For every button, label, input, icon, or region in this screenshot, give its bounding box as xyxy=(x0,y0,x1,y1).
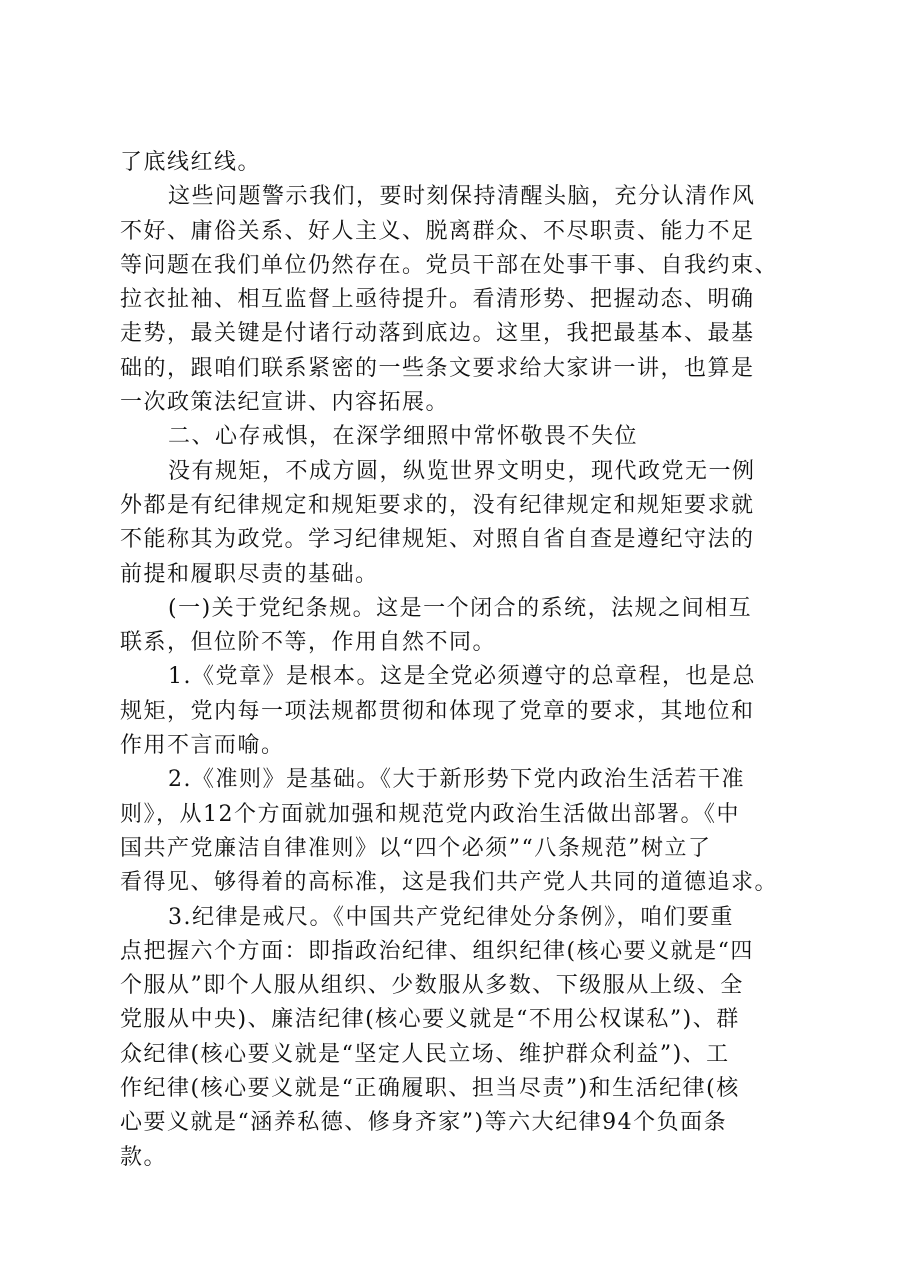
text-line: 础的，跟咱们联系紧密的一些条文要求给大家讲一讲，也算是 xyxy=(120,355,755,381)
text-line: 心要义就是“涵养私德、修身齐家”)等六大纪律94个负面条 xyxy=(120,1110,728,1136)
text-line: 点把握六个方面：即指政治纪律、组织纪律(核心要义就是“四 xyxy=(120,938,754,964)
text-line: 作用不言而喻。 xyxy=(120,733,285,759)
text-line: 这些问题警示我们，要时刻保持清醒头脑，充分认清作风 xyxy=(168,184,756,210)
text-line: 前提和履职尽责的基础。 xyxy=(120,561,379,587)
text-line: 3.纪律是戒尺。《中国共产党纪律处分条例》，咱们要重 xyxy=(168,904,734,930)
text-line: 一次政策法纪宣讲、内容拓展。 xyxy=(120,390,450,416)
text-line: 党服从中央)、廉洁纪律(核心要义就是“不用公权谋私”)、群 xyxy=(120,1007,740,1033)
text-line: 国共产党廉洁自律准则》以“四个必须”“八条规范”树立了 xyxy=(120,835,712,861)
text-line: 个服从”即个人服从组织、少数服从多数、下级服从上级、全 xyxy=(120,973,744,999)
text-line: 款。 xyxy=(120,1144,168,1170)
text-line: 1.《党章》是根本。这是全党必须遵守的总章程，也是总 xyxy=(168,664,756,690)
text-line: 外都是有纪律规定和规矩要求的，没有纪律规定和规矩要求就 xyxy=(120,492,755,518)
text-line: 等问题在我们单位仍然存在。党员干部在处事干事、自我约束、 xyxy=(120,252,779,278)
text-line: 不能称其为政党。学习纪律规矩、对照自省自查是遵纪守法的 xyxy=(120,527,755,553)
text-line: 作纪律(核心要义就是“正确履职、担当尽责”)和生活纪律(核 xyxy=(120,1076,740,1102)
text-line: 2.《准则》是基础。《大于新形势下党内政治生活若干准 xyxy=(168,767,745,793)
text-line: 了底线红线。 xyxy=(120,150,262,175)
document-body xyxy=(120,146,800,1175)
text-line: 规矩，党内每一项法规都贯彻和体现了党章的要求，其地位和 xyxy=(120,698,755,724)
text-line: 看得见、够得着的高标准，这是我们共产党人共同的道德追求。 xyxy=(120,870,779,896)
section-heading: 二、心存戒惧，在深学细照中常怀敬畏不失位 xyxy=(168,424,639,450)
text-line: 则》，从12个方面就加强和规范党内政治生活做出部署。《中 xyxy=(120,801,740,827)
text-line: (一)关于党纪条规。这是一个闭合的系统，法规之间相互 xyxy=(168,595,753,621)
text-line: 不好、庸俗关系、好人主义、脱离群众、不尽职责、能力不足 xyxy=(120,218,755,244)
text-line: 没有规矩，不成方圆，纵览世界文明史，现代政党无一例 xyxy=(168,458,756,484)
text-line: 众纪律(核心要义就是“坚定人民立场、维护群众利益”)、工 xyxy=(120,1041,730,1067)
text-line: 拉衣扯袖、相互监督上亟待提升。看清形势、把握动态、明确 xyxy=(120,287,755,313)
text-line: 联系，但位阶不等，作用自然不同。 xyxy=(120,630,497,656)
text-line: 走势，最关键是付诸行动落到底边。这里，我把最基本、最基 xyxy=(120,321,755,347)
